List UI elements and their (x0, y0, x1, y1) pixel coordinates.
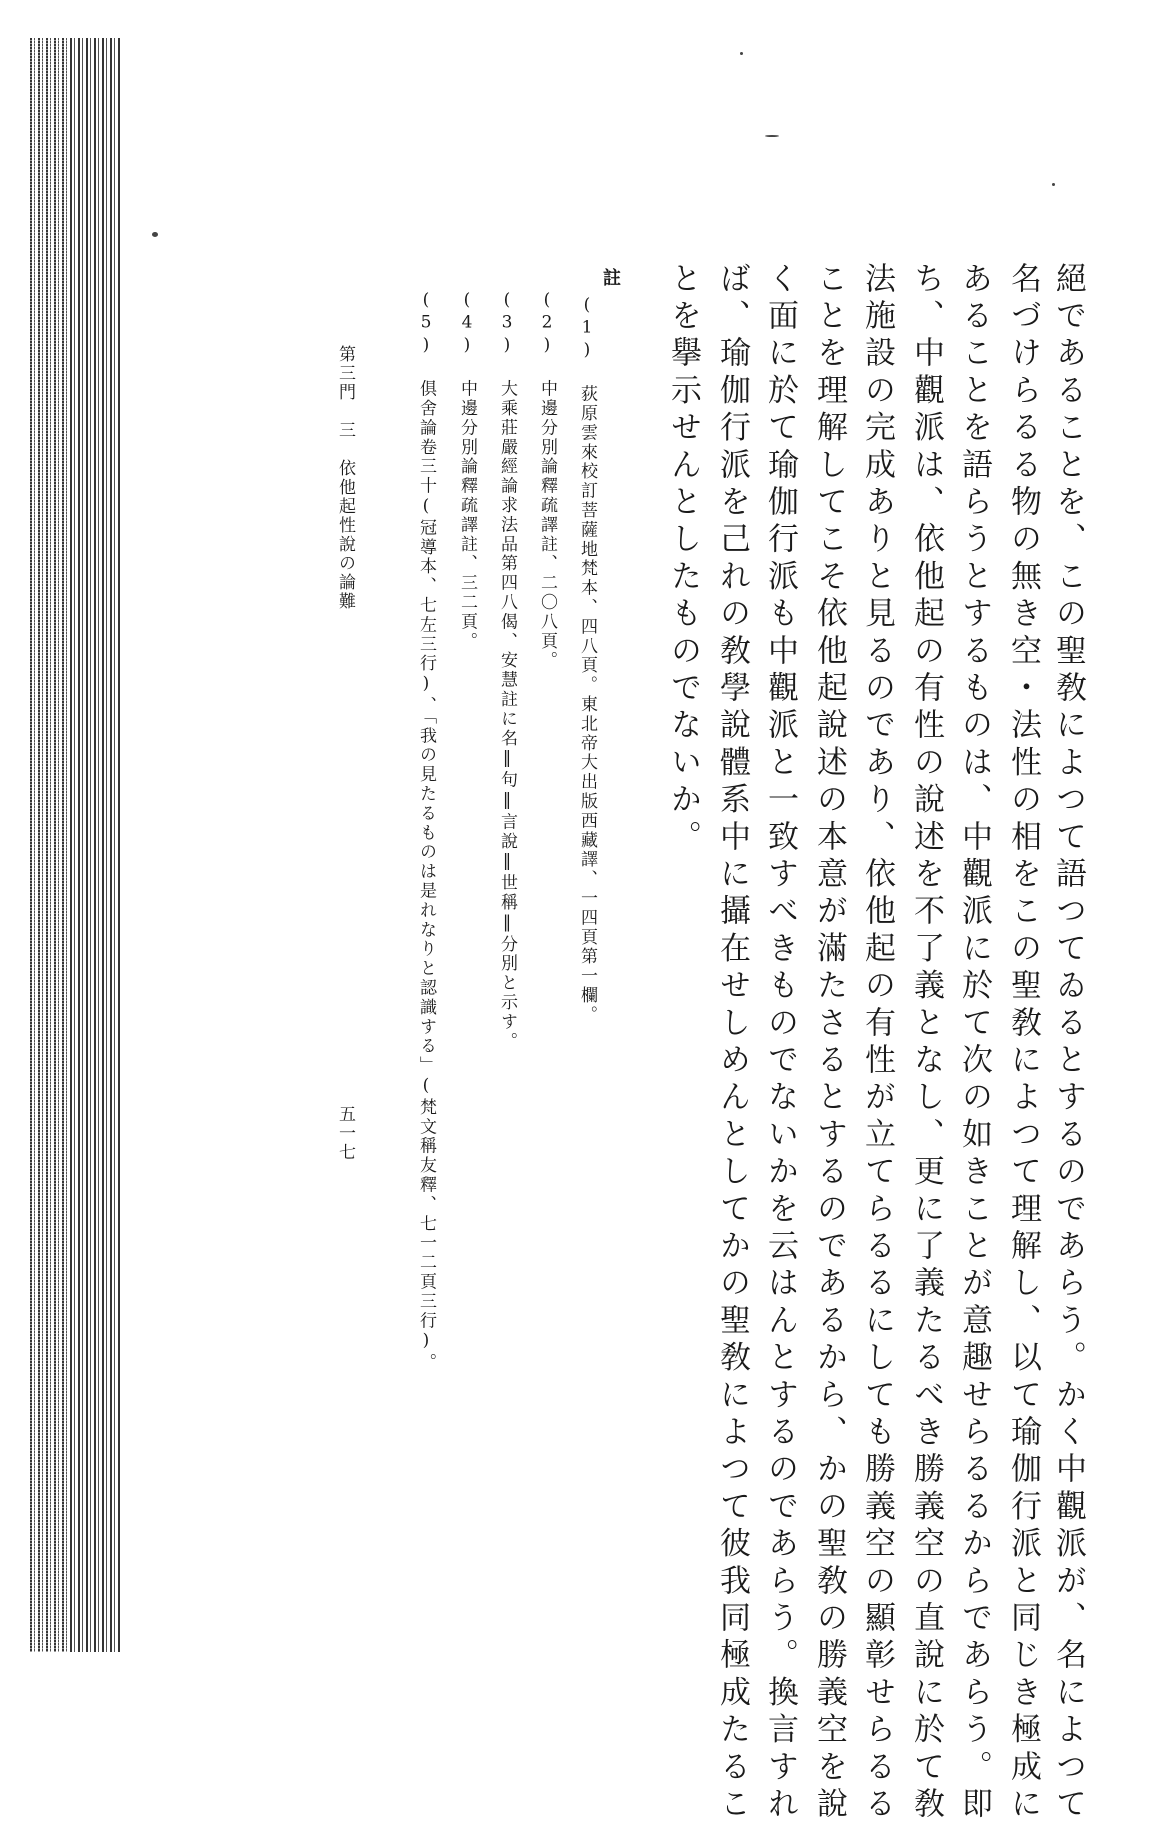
body-line-9: とを擧示せんとしたものでないか。 (665, 262, 701, 858)
footnote-5: (5) 俱舍論卷三十(冠導本、七左三行)、「我の見たるものは是れなりと認識する」(梵文稱友釋、七一二頁三行)。 (416, 290, 436, 1373)
body-line-1: 絕であることを、この聖敎によつて語つてゐるとするのであらう。かく中觀派が、名によつて (1050, 262, 1086, 1824)
scanned-binding-edge (30, 38, 122, 1652)
body-line-5: 法施設の完成ありと見るのであり、依他起の有性が立てらるるにしても勝義空の顯彰せらるる (859, 262, 895, 1824)
body-line-4: ち、中觀派は、依他起の有性の說述を不了義となし、更に了義たるべき勝義空の直說に於て敎 (908, 262, 944, 1824)
body-line-3: あることを語らうとするものは、中觀派に於て次の如きことが意趣せらるるからであらう。即 (956, 262, 992, 1824)
body-line-7: く面に於て瑜伽行派も中觀派と一致すべきものでないかを云はんとするのであらう。換言すれ (762, 262, 798, 1824)
footnote-1: (1) 荻原雲來校訂菩薩地梵本、四八頁。東北帝大出版西藏譯、一四頁第一欄。 (577, 295, 597, 1025)
scan-speck (765, 135, 779, 137)
scan-speck (1052, 183, 1055, 186)
scan-speck (740, 52, 743, 55)
page-number: 五一七 (335, 1105, 355, 1162)
running-head: 第三門 三 依他起性說の論難 (335, 345, 355, 611)
scan-speck (152, 232, 158, 237)
body-line-6: ことを理解してこそ依他起說述の本意が滿たさるとするのであるから、かの聖敎の勝義空を說 (811, 262, 847, 1824)
footnote-4: (4) 中邊分別論釋疏譯註、三二頁。 (457, 290, 477, 652)
notes-label: 註 (600, 268, 621, 286)
footnote-3: (3) 大乘莊嚴經論求法品第四八偈、安慧註に名‖句‖言說‖世稱‖分別と示す。 (497, 290, 517, 1052)
footnote-2: (2) 中邊分別論釋疏譯註、二〇八頁。 (537, 290, 557, 671)
body-line-2: 名づけらるる物の無き空・法性の相をこの聖敎によつて理解し、以て瑜伽行派と同じき極成に (1005, 262, 1041, 1824)
body-line-8: ば、瑜伽行派を己れの敎學說體系中に攝在せしめんとしてかの聖敎によつて彼我同極成たるこ (714, 262, 750, 1824)
